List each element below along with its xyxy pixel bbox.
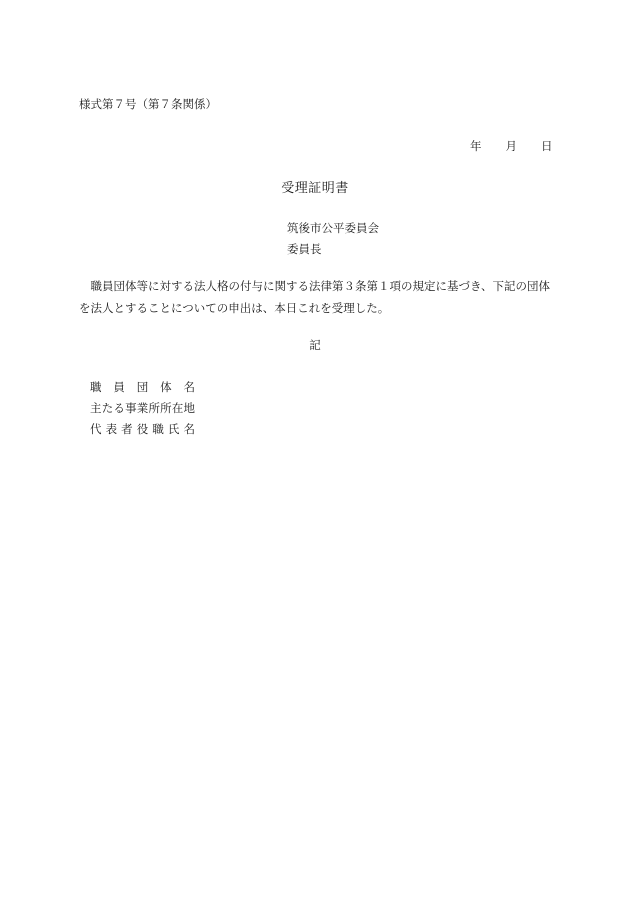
item-group-name: 職 員 団 体 名	[90, 380, 195, 394]
date-line	[470, 138, 553, 154]
issuer-block	[287, 218, 379, 260]
document-title: 受理証明書	[281, 181, 349, 196]
item-office-address: 主 た る 事 業 所 所 在 地	[90, 401, 195, 415]
form-number: 様式第７号（第７条関係）	[79, 97, 217, 111]
date-day: 日	[541, 139, 553, 153]
date-year: 年	[470, 139, 482, 153]
issuer-position: 委員長	[287, 242, 322, 256]
ki-label: 記	[309, 338, 321, 352]
issuer-organization: 筑後市公平委員会	[287, 221, 379, 235]
body-paragraph: 職員団体等に対する法人格の付与に関する法律第３条第１項の規定に基づき、下記の団体を法人とすることについての申出は、本日これを受理した。	[79, 279, 551, 315]
item-representative: 代 表 者 役 職 氏 名	[90, 422, 195, 436]
items-list	[90, 377, 195, 440]
date-month: 月	[505, 139, 517, 153]
